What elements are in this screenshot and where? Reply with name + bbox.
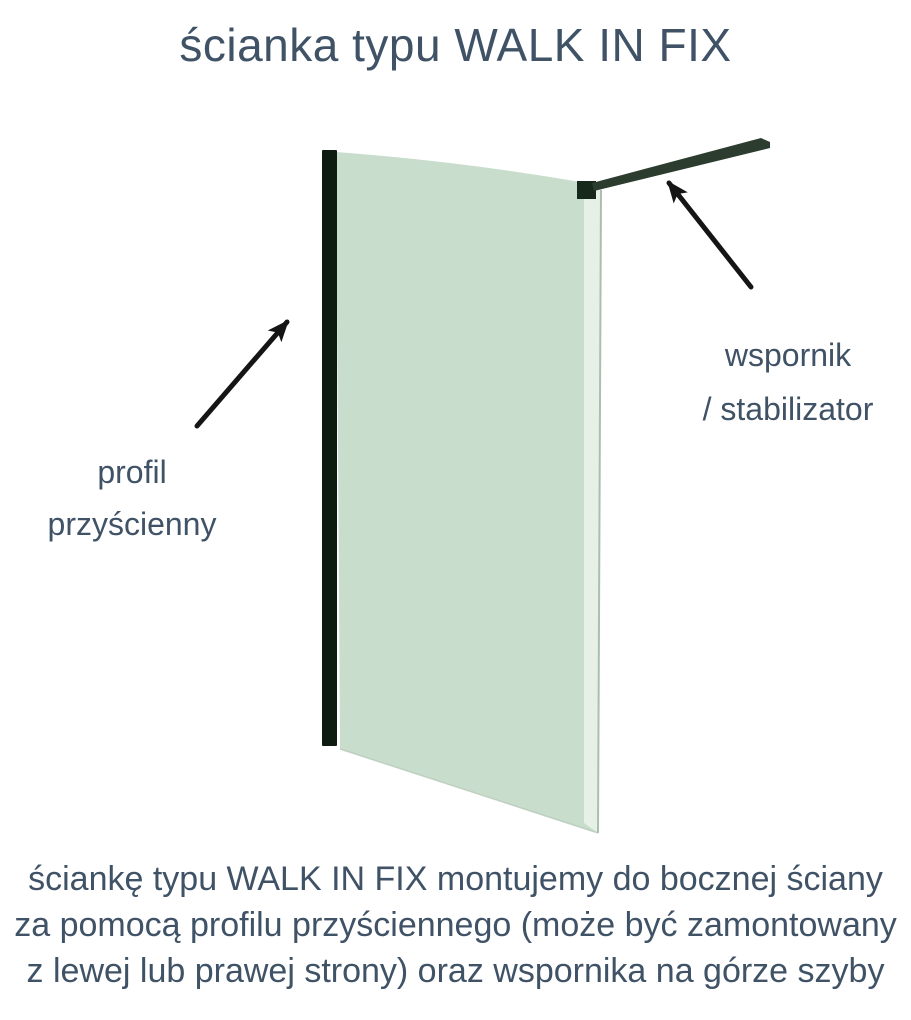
label-stabilizer — [672, 328, 904, 436]
label-wall-profile — [22, 446, 242, 550]
label-stabilizer-line2: / stabilizator — [702, 391, 874, 427]
page-title: ścianka typu WALK IN FIX — [179, 19, 732, 71]
glass-panel — [336, 152, 601, 833]
label-wall-profile-line1: profil — [97, 454, 167, 490]
stabilizer-bar — [592, 138, 770, 191]
wall-profile — [322, 150, 337, 746]
label-wall-profile-line2: przyścienny — [47, 506, 217, 542]
mounting-description-line2: za pomocą profilu przyściennego (może być zamontowany — [14, 906, 897, 944]
arrow-to-wall-profile — [197, 322, 287, 426]
mounting-description-line1: ściankę typu WALK IN FIX montujemy do bocznej ściany — [28, 860, 883, 898]
label-stabilizer-line1: wspornik — [724, 337, 852, 373]
mounting-description — [0, 856, 911, 994]
arrow-to-stabilizer — [669, 183, 751, 287]
mounting-description-line3: z lewej lub prawej strony) oraz wspornika na górze szyby — [26, 952, 885, 990]
